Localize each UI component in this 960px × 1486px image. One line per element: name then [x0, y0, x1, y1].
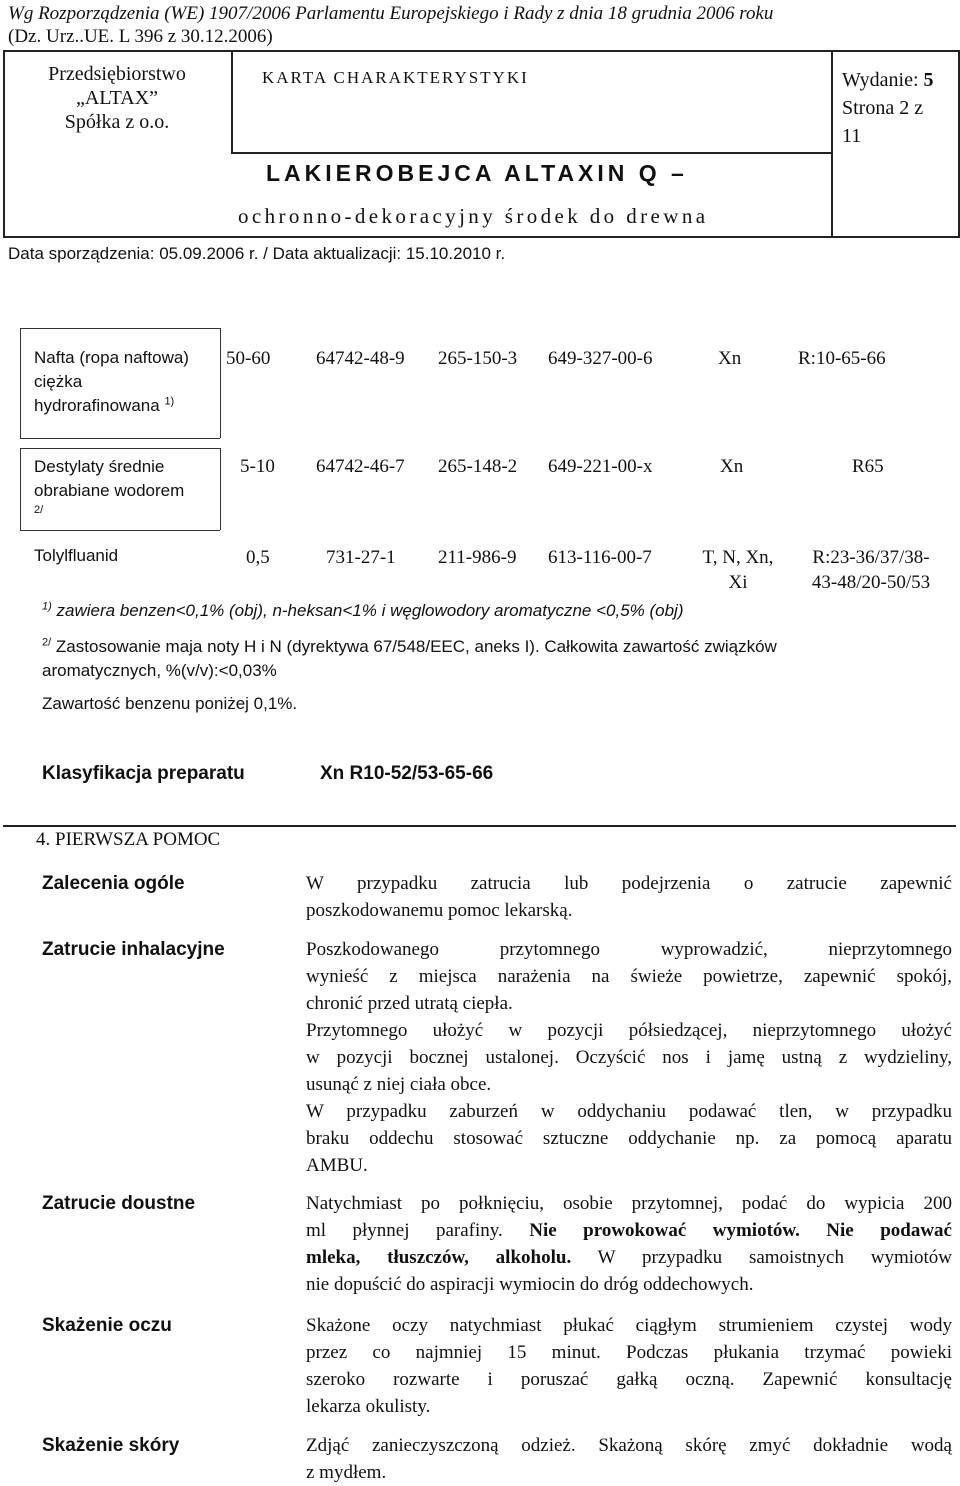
inhalation-text: Poszkodowanego przytomnego wyprowadzić, nieprzytomnego wynieść z miejsca narażenia na świeże powietrze, zapewnić spokój, chronić przed utratą ciepła. Przytomnego ułożyć w pozycji półsiedzącej, nieprzytomnego ułożyć w pozycji bocznej ustalonej. Oczyścić nos i jamę ustną z wydzieliny, usunąć z niej ciała obce. W przypadku zaburzeń w oddychaniu podawać tlen, w przypadku braku oddechu stosować sztuczne oddychanie np. za pomocą aparatu AMBU.	[306, 939, 952, 1176]
component-3-ec: 211-986-9	[438, 547, 517, 568]
document-title: KARTA CHARAKTERYSTYKI	[262, 68, 529, 87]
component-2-ec: 265-148-2	[438, 456, 518, 477]
footnote-ref-1: 1)	[164, 395, 175, 408]
skin-text: Zdjąć zanieczyszczoną odzież. Skażoną skórę zmyć dokładnie wodą z mydłem.	[306, 1435, 952, 1483]
oral-label: Zatrucie doustne	[42, 1193, 196, 1214]
skin-label: Skażenie skóry	[42, 1435, 180, 1456]
component-1-symbol: Xn	[718, 348, 742, 369]
edition-page-info	[842, 66, 934, 150]
classification-label: Klasyfikacja preparatu	[42, 763, 245, 784]
component-1-name: Nafta (ropa naftowa) ciężka hydrorafinowana $^{1)}$	[34, 348, 189, 415]
footnote-1: $^{1)}$ zawiera benzen<0,1% (obj), n-heksan<1% i węglowodory aromatyczne <0,5% (obj)	[42, 600, 684, 620]
general-text: W przypadku zatrucia lub podejrzenia o zatrucie zapewnić poszkodowanemu pomoc lekarską.	[306, 873, 952, 921]
product-subtitle: ochronno-dekoracyjny środek do drewna	[238, 204, 709, 228]
component-1-index: 649-327-00-6	[548, 348, 653, 369]
footnote-2: $^{2/}$ Zastosowanie maja noty H i N (dyrektywa 67/548/EEC, aneks I). Całkowita zawartość związków aromatycznych, %(v/v):<0,03%	[42, 636, 777, 680]
edition-label: Wydanie:	[842, 69, 919, 91]
footnote-ref-2: 2/	[34, 504, 44, 516]
component-2-name: Destylaty średnie obrabiane wodorem 2/	[34, 457, 185, 516]
component-1-risk: R:10-65-66	[798, 348, 886, 369]
component-2-symbol: Xn	[720, 456, 744, 477]
component-1-cas: 64742-48-9	[316, 348, 405, 369]
section4-heading: 4. PIERWSZA POMOC	[36, 829, 221, 850]
component-3-name: Tolylfluanid	[34, 546, 119, 565]
running-header-line1: Wg Rozporządzenia (WE) 1907/2006 Parlamentu Europejskiego i Rady z dnia 18 grudnia 2006 roku	[8, 3, 774, 24]
component-3-symbol: T, N, Xn, Xi	[702, 547, 774, 593]
component-3-conc: 0,5	[246, 547, 270, 568]
component-2-cas: 64742-46-7	[316, 456, 405, 477]
inhalation-label: Zatrucie inhalacyjne	[42, 939, 225, 960]
component-3-risk: R:23-36/37/38- 43-48/20-50/53	[811, 547, 931, 593]
component-2-conc: 5-10	[240, 456, 275, 477]
component-2-risk: R65	[852, 456, 884, 477]
eyes-label: Skażenie oczu	[42, 1315, 172, 1336]
page-line1: Strona 2 z	[842, 97, 924, 119]
classification-value: Xn R10-52/53-65-66	[320, 763, 494, 784]
component-1-ec: 265-150-3	[438, 348, 518, 369]
section-divider	[3, 825, 956, 827]
edition-value: 5	[923, 69, 934, 91]
product-name: LAKIEROBEJCA ALTAXIN Q –	[266, 160, 688, 186]
oral-text: Natychmiast po połknięciu, osobie przytomnej, podać do wypicia 200 ml płynnej parafiny. Nie prowokować wymiotów. Nie podawać mleka, tłuszczów, alkoholu. W przypadku samoistnych wymiotów nie dopuścić do aspiracji wymiocin do dróg oddechowych.	[306, 1193, 952, 1295]
document-dates: Data sporządzenia: 05.09.2006 r. / Data aktualizacji: 15.10.2010 r.	[8, 244, 506, 263]
benzene-note: Zawartość benzenu poniżej 0,1%.	[42, 694, 298, 713]
general-label: Zalecenia ogóle	[42, 873, 185, 894]
component-2-index: 649-221-00-x	[548, 456, 653, 477]
running-header-line2: (Dz. Urz..UE. L 396 z 30.12.2006)	[8, 26, 273, 47]
component-3-cas: 731-27-1	[326, 547, 396, 568]
page-line2: 11	[842, 125, 862, 147]
company-name: Przedsiębiorstwo „ALTAX” Spółka z o.o.	[48, 63, 186, 133]
component-3-index: 613-116-00-7	[548, 547, 652, 568]
eyes-text: Skażone oczy natychmiast płukać ciągłym strumieniem czystej wody przez co najmniej 15 minut. Podczas płukania trzymać powieki szeroko rozwarte i poruszać gałką oczną. Zapewnić konsultację lekarza okulisty.	[306, 1315, 952, 1417]
component-1-conc: 50-60	[226, 348, 271, 369]
